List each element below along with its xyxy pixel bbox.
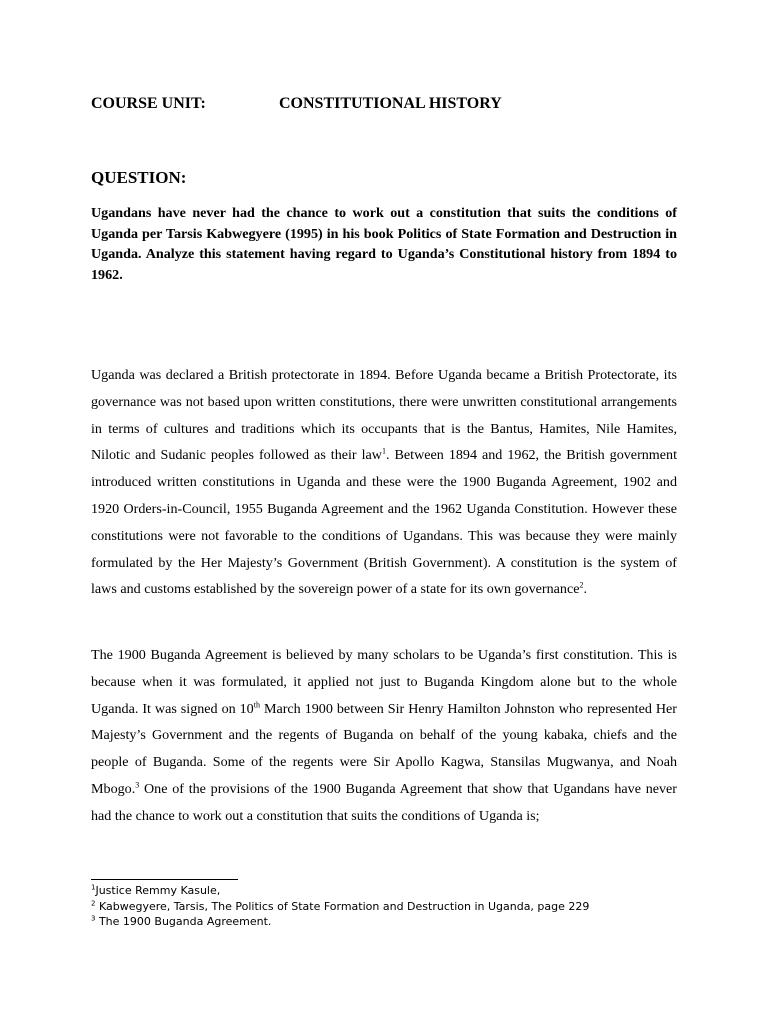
body-paragraph-2 [91,642,677,830]
paragraph-2-text-a: The 1900 Buganda Agreement is believed by many scholars to be Uganda’s first constitution. This is because when it was formulated, it applied not just to Buganda Kingdom alone but to the whole Uganda. It was signed on 10 [91,647,677,717]
footnote-number: 3 [91,914,96,923]
course-unit-value: CONSTITUTIONAL HISTORY [279,95,502,112]
footnote-1 [91,883,677,899]
ordinal-suffix: th [253,699,260,709]
footnote-3 [91,914,677,930]
footnote-text: The 1900 Buganda Agreement. [95,915,272,928]
paragraph-1-text-b: . Between 1894 and 1962, the British government introduced written constitutions in Uganda and these were the 1900 Buganda Agreement, 1902 and 1920 Orders-in-Council, 1955 Buganda Agreement and the 1962 Uganda Constitution. However these constitutions were not favorable to the conditions of Ugandans. This was because they were mainly formulated by the Her Majesty’s Government (British Government). A constitution is the system of laws and customs established by the sovereign power of a state for its own governance [91,447,677,598]
paragraph-2-text-c: One of the provisions of the 1900 Buganda Agreement that show that Ugandans have never had the chance to work out a constitution that suits the conditions of Uganda is; [91,780,677,824]
footnote-ref-2: 2 [579,580,584,590]
footnote-2 [91,899,677,915]
footnote-ref-1: 1 [381,446,386,456]
footnote-separator [91,879,238,880]
question-heading: QUESTION: [91,168,187,187]
question-text: Ugandans have never had the chance to work out a constitution that suits the conditions of Uganda per Tarsis Kabwegyere (1995) in his book Politics of State Formation and Destruction in Uganda. Analyze this statement having regard to Uganda’s Constitutional history from 1894 to 1962. [91,205,677,283]
footnote-text: Kabwegyere, Tarsis, The Politics of State Formation and Destruction in Uganda, page 229 [95,899,590,913]
course-unit-label: COURSE UNIT: [91,95,206,112]
footnotes [91,883,677,930]
footnote-number: 2 [91,898,96,907]
paragraph-2-text-b: March 1900 between Sir Henry Hamilton Johnston who represented Her Majesty’s Government and the regents of Buganda on behalf of the young kabaka, chiefs and the people of Buganda. Some of the regents were Sir Apollo Kagwa, Stansilas Mugwanya, and Noah Mbogo. [91,700,677,797]
footnote-number: 1 [91,883,96,892]
body-paragraph-1 [91,362,677,603]
footnote-text: Justice Remmy Kasule, [95,884,221,897]
paragraph-1-text-a: Uganda was declared a British protectorate in 1894. Before Uganda became a British Protectorate, its governance was not based upon written constitutions, there were unwritten constitutional arrangements in terms of cultures and traditions which its occupants that is the Bantus, Hamites, Nile Hamites, Nilotic and Sudanic peoples followed as their law [91,367,677,464]
footnote-ref-3: 3 [135,780,140,790]
paragraph-1-text-c: . [583,581,587,598]
